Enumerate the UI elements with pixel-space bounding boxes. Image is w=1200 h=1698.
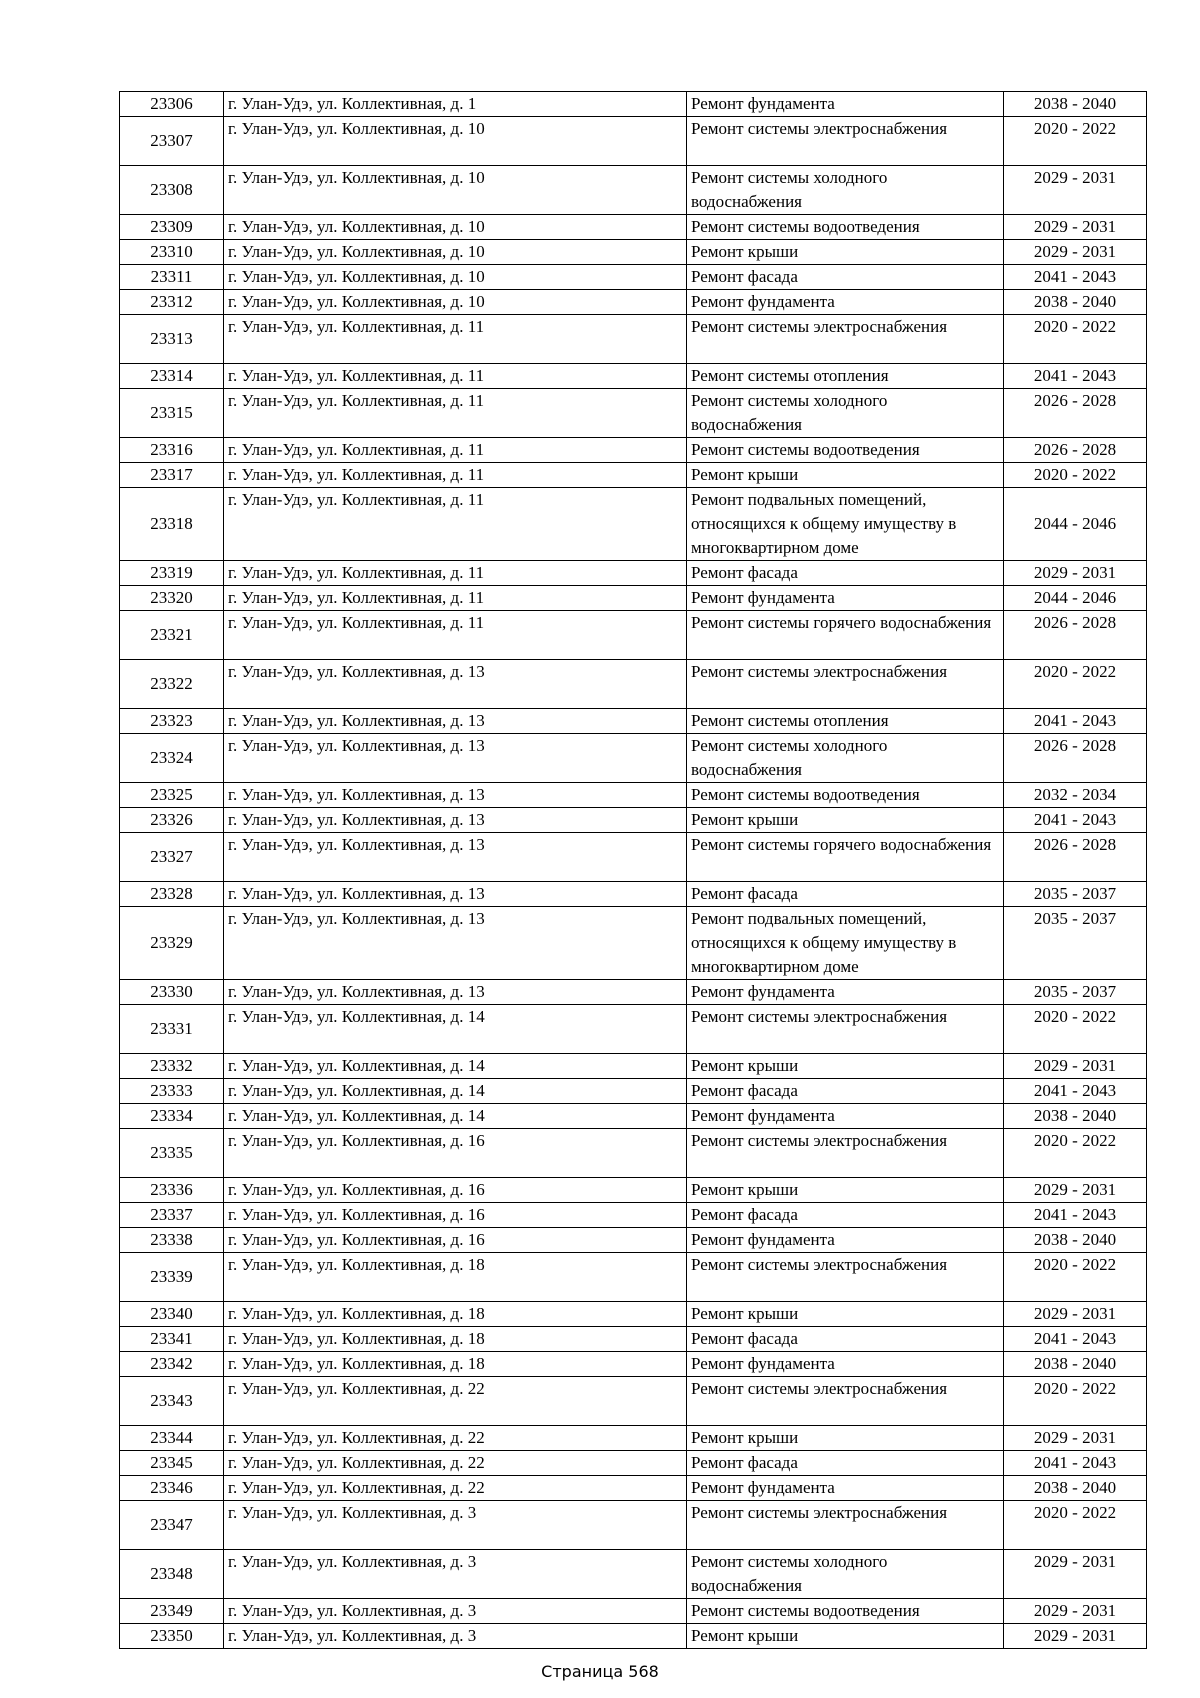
row-number: 23327: [120, 833, 224, 882]
row-number: 23339: [120, 1253, 224, 1302]
row-period: 2035 - 2037: [1004, 907, 1147, 980]
row-address: г. Улан-Удэ, ул. Коллективная, д. 13: [224, 907, 687, 980]
row-work-type: Ремонт системы отопления: [687, 709, 1004, 734]
row-work-type: Ремонт фасада: [687, 561, 1004, 586]
row-address: г. Улан-Удэ, ул. Коллективная, д. 11: [224, 389, 687, 438]
table-row: [120, 1079, 1147, 1104]
table-row: [120, 92, 1147, 117]
row-address: г. Улан-Удэ, ул. Коллективная, д. 11: [224, 586, 687, 611]
row-period: 2041 - 2043: [1004, 1327, 1147, 1352]
table-row: [120, 611, 1147, 660]
row-work-type: Ремонт фасада: [687, 265, 1004, 290]
row-address: г. Улан-Удэ, ул. Коллективная, д. 3: [224, 1550, 687, 1599]
table-body: [120, 92, 1147, 1649]
row-address: г. Улан-Удэ, ул. Коллективная, д. 13: [224, 882, 687, 907]
table-row: [120, 660, 1147, 709]
row-period: 2038 - 2040: [1004, 1352, 1147, 1377]
row-address: г. Улан-Удэ, ул. Коллективная, д. 22: [224, 1426, 687, 1451]
row-period: 2029 - 2031: [1004, 1178, 1147, 1203]
row-address: г. Улан-Удэ, ул. Коллективная, д. 13: [224, 833, 687, 882]
row-work-type: Ремонт фундамента: [687, 290, 1004, 315]
row-number: 23307: [120, 117, 224, 166]
row-period: 2026 - 2028: [1004, 611, 1147, 660]
row-address: г. Улан-Удэ, ул. Коллективная, д. 16: [224, 1228, 687, 1253]
row-work-type: Ремонт системы водоотведения: [687, 438, 1004, 463]
row-work-type: Ремонт системы водоотведения: [687, 215, 1004, 240]
row-address: г. Улан-Удэ, ул. Коллективная, д. 1: [224, 92, 687, 117]
row-number: 23342: [120, 1352, 224, 1377]
row-work-type: Ремонт фундамента: [687, 1228, 1004, 1253]
table-row: [120, 1302, 1147, 1327]
row-period: 2026 - 2028: [1004, 389, 1147, 438]
row-number: 23330: [120, 980, 224, 1005]
table-row: [120, 117, 1147, 166]
row-address: г. Улан-Удэ, ул. Коллективная, д. 22: [224, 1377, 687, 1426]
row-period: 2029 - 2031: [1004, 240, 1147, 265]
row-work-type: Ремонт системы горячего водоснабжения: [687, 833, 1004, 882]
row-period: 2029 - 2031: [1004, 1426, 1147, 1451]
table-row: [120, 315, 1147, 364]
row-number: 23312: [120, 290, 224, 315]
table-row: [120, 783, 1147, 808]
table-row: [120, 586, 1147, 611]
row-work-type: Ремонт фасада: [687, 882, 1004, 907]
table-row: [120, 290, 1147, 315]
table-row: [120, 1104, 1147, 1129]
row-address: г. Улан-Удэ, ул. Коллективная, д. 3: [224, 1501, 687, 1550]
row-work-type: Ремонт фасада: [687, 1327, 1004, 1352]
row-work-type: Ремонт фундамента: [687, 1104, 1004, 1129]
row-number: 23317: [120, 463, 224, 488]
row-work-type: Ремонт крыши: [687, 1624, 1004, 1649]
table-row: [120, 1352, 1147, 1377]
row-address: г. Улан-Удэ, ул. Коллективная, д. 10: [224, 215, 687, 240]
row-address: г. Улан-Удэ, ул. Коллективная, д. 18: [224, 1302, 687, 1327]
row-period: 2041 - 2043: [1004, 265, 1147, 290]
row-period: 2029 - 2031: [1004, 561, 1147, 586]
row-number: 23323: [120, 709, 224, 734]
row-address: г. Улан-Удэ, ул. Коллективная, д. 18: [224, 1327, 687, 1352]
row-work-type: Ремонт фундамента: [687, 586, 1004, 611]
row-number: 23337: [120, 1203, 224, 1228]
row-address: г. Улан-Удэ, ул. Коллективная, д. 16: [224, 1203, 687, 1228]
row-address: г. Улан-Удэ, ул. Коллективная, д. 3: [224, 1599, 687, 1624]
table-row: [120, 709, 1147, 734]
row-period: 2035 - 2037: [1004, 882, 1147, 907]
row-work-type: Ремонт системы электроснабжения: [687, 1501, 1004, 1550]
row-number: 23310: [120, 240, 224, 265]
row-period: 2020 - 2022: [1004, 1501, 1147, 1550]
row-number: 23350: [120, 1624, 224, 1649]
row-number: 23320: [120, 586, 224, 611]
row-number: 23341: [120, 1327, 224, 1352]
row-address: г. Улан-Удэ, ул. Коллективная, д. 16: [224, 1129, 687, 1178]
table-row: [120, 166, 1147, 215]
row-number: 23322: [120, 660, 224, 709]
row-period: 2038 - 2040: [1004, 1228, 1147, 1253]
row-period: 2029 - 2031: [1004, 1599, 1147, 1624]
row-period: 2041 - 2043: [1004, 1079, 1147, 1104]
row-address: г. Улан-Удэ, ул. Коллективная, д. 14: [224, 1104, 687, 1129]
row-work-type: Ремонт системы водоотведения: [687, 783, 1004, 808]
row-address: г. Улан-Удэ, ул. Коллективная, д. 11: [224, 561, 687, 586]
row-period: 2020 - 2022: [1004, 1005, 1147, 1054]
row-address: г. Улан-Удэ, ул. Коллективная, д. 11: [224, 438, 687, 463]
row-period: 2041 - 2043: [1004, 808, 1147, 833]
row-work-type: Ремонт крыши: [687, 463, 1004, 488]
row-number: 23346: [120, 1476, 224, 1501]
row-period: 2041 - 2043: [1004, 364, 1147, 389]
row-period: 2020 - 2022: [1004, 1129, 1147, 1178]
row-work-type: Ремонт системы горячего водоснабжения: [687, 611, 1004, 660]
row-address: г. Улан-Удэ, ул. Коллективная, д. 14: [224, 1005, 687, 1054]
row-number: 23343: [120, 1377, 224, 1426]
table-row: [120, 1599, 1147, 1624]
row-period: 2020 - 2022: [1004, 1377, 1147, 1426]
row-address: г. Улан-Удэ, ул. Коллективная, д. 11: [224, 611, 687, 660]
row-address: г. Улан-Удэ, ул. Коллективная, д. 11: [224, 315, 687, 364]
row-period: 2041 - 2043: [1004, 709, 1147, 734]
table-row: [120, 1054, 1147, 1079]
row-number: 23316: [120, 438, 224, 463]
row-period: 2041 - 2043: [1004, 1203, 1147, 1228]
row-number: 23311: [120, 265, 224, 290]
table-row: [120, 1550, 1147, 1599]
row-work-type: Ремонт крыши: [687, 1178, 1004, 1203]
row-period: 2020 - 2022: [1004, 1253, 1147, 1302]
row-number: 23333: [120, 1079, 224, 1104]
table-row: [120, 364, 1147, 389]
row-work-type: Ремонт системы холодного водоснабжения: [687, 734, 1004, 783]
table-row: [120, 265, 1147, 290]
row-period: 2038 - 2040: [1004, 1104, 1147, 1129]
row-number: 23319: [120, 561, 224, 586]
row-number: 23315: [120, 389, 224, 438]
table-row: [120, 1476, 1147, 1501]
table-row: [120, 1253, 1147, 1302]
row-work-type: Ремонт системы электроснабжения: [687, 1129, 1004, 1178]
repair-schedule-table: [119, 91, 1147, 1649]
row-period: 2026 - 2028: [1004, 734, 1147, 783]
row-address: г. Улан-Удэ, ул. Коллективная, д. 11: [224, 364, 687, 389]
row-number: 23332: [120, 1054, 224, 1079]
row-work-type: Ремонт системы электроснабжения: [687, 1253, 1004, 1302]
row-number: 23335: [120, 1129, 224, 1178]
table-row: [120, 1426, 1147, 1451]
table-row: [120, 1178, 1147, 1203]
row-period: 2020 - 2022: [1004, 463, 1147, 488]
row-number: 23334: [120, 1104, 224, 1129]
row-address: г. Улан-Удэ, ул. Коллективная, д. 18: [224, 1253, 687, 1302]
row-period: 2026 - 2028: [1004, 438, 1147, 463]
row-work-type: Ремонт крыши: [687, 1054, 1004, 1079]
row-work-type: Ремонт фундамента: [687, 1476, 1004, 1501]
table-row: [120, 734, 1147, 783]
row-work-type: Ремонт фасада: [687, 1451, 1004, 1476]
row-work-type: Ремонт фасада: [687, 1203, 1004, 1228]
row-work-type: Ремонт крыши: [687, 1426, 1004, 1451]
table-row: [120, 215, 1147, 240]
row-period: 2038 - 2040: [1004, 1476, 1147, 1501]
row-address: г. Улан-Удэ, ул. Коллективная, д. 11: [224, 463, 687, 488]
table-row: [120, 980, 1147, 1005]
table-row: [120, 1005, 1147, 1054]
row-address: г. Улан-Удэ, ул. Коллективная, д. 10: [224, 240, 687, 265]
row-work-type: Ремонт системы водоотведения: [687, 1599, 1004, 1624]
row-period: 2020 - 2022: [1004, 315, 1147, 364]
row-period: 2041 - 2043: [1004, 1451, 1147, 1476]
row-period: 2044 - 2046: [1004, 586, 1147, 611]
row-number: 23318: [120, 488, 224, 561]
row-number: 23325: [120, 783, 224, 808]
row-work-type: Ремонт фасада: [687, 1079, 1004, 1104]
row-period: 2038 - 2040: [1004, 92, 1147, 117]
row-work-type: Ремонт системы холодного водоснабжения: [687, 389, 1004, 438]
row-address: г. Улан-Удэ, ул. Коллективная, д. 22: [224, 1451, 687, 1476]
row-work-type: Ремонт крыши: [687, 240, 1004, 265]
table-row: [120, 1327, 1147, 1352]
table-row: [120, 240, 1147, 265]
row-work-type: Ремонт системы холодного водоснабжения: [687, 1550, 1004, 1599]
row-period: 2029 - 2031: [1004, 1054, 1147, 1079]
row-period: 2029 - 2031: [1004, 1302, 1147, 1327]
row-address: г. Улан-Удэ, ул. Коллективная, д. 13: [224, 808, 687, 833]
row-address: г. Улан-Удэ, ул. Коллективная, д. 22: [224, 1476, 687, 1501]
row-work-type: Ремонт крыши: [687, 1302, 1004, 1327]
row-address: г. Улан-Удэ, ул. Коллективная, д. 14: [224, 1079, 687, 1104]
row-number: 23329: [120, 907, 224, 980]
row-period: 2035 - 2037: [1004, 980, 1147, 1005]
row-period: 2020 - 2022: [1004, 660, 1147, 709]
table-row: [120, 1228, 1147, 1253]
row-number: 23321: [120, 611, 224, 660]
row-address: г. Улан-Удэ, ул. Коллективная, д. 13: [224, 660, 687, 709]
row-number: 23338: [120, 1228, 224, 1253]
row-address: г. Улан-Удэ, ул. Коллективная, д. 11: [224, 488, 687, 561]
row-number: 23324: [120, 734, 224, 783]
row-number: 23349: [120, 1599, 224, 1624]
table-row: [120, 561, 1147, 586]
row-number: 23331: [120, 1005, 224, 1054]
row-work-type: Ремонт фундамента: [687, 980, 1004, 1005]
row-number: 23314: [120, 364, 224, 389]
table-row: [120, 389, 1147, 438]
row-period: 2029 - 2031: [1004, 1550, 1147, 1599]
row-number: 23306: [120, 92, 224, 117]
row-period: 2044 - 2046: [1004, 488, 1147, 561]
row-address: г. Улан-Удэ, ул. Коллективная, д. 14: [224, 1054, 687, 1079]
table-row: [120, 882, 1147, 907]
row-address: г. Улан-Удэ, ул. Коллективная, д. 10: [224, 117, 687, 166]
row-address: г. Улан-Удэ, ул. Коллективная, д. 10: [224, 290, 687, 315]
row-work-type: Ремонт системы электроснабжения: [687, 1005, 1004, 1054]
table-row: [120, 438, 1147, 463]
table-row: [120, 1624, 1147, 1649]
table-row: [120, 1129, 1147, 1178]
table-row: [120, 1203, 1147, 1228]
row-number: 23347: [120, 1501, 224, 1550]
page-footer: [0, 1662, 1200, 1681]
row-period: 2029 - 2031: [1004, 166, 1147, 215]
row-address: г. Улан-Удэ, ул. Коллективная, д. 18: [224, 1352, 687, 1377]
row-address: г. Улан-Удэ, ул. Коллективная, д. 13: [224, 783, 687, 808]
table-row: [120, 907, 1147, 980]
table-row: [120, 833, 1147, 882]
row-work-type: Ремонт системы электроснабжения: [687, 1377, 1004, 1426]
row-work-type: Ремонт системы электроснабжения: [687, 660, 1004, 709]
row-number: 23326: [120, 808, 224, 833]
row-work-type: Ремонт крыши: [687, 808, 1004, 833]
row-number: 23348: [120, 1550, 224, 1599]
table-row: [120, 463, 1147, 488]
row-address: г. Улан-Удэ, ул. Коллективная, д. 16: [224, 1178, 687, 1203]
row-number: 23309: [120, 215, 224, 240]
table-row: [120, 488, 1147, 561]
row-period: 2029 - 2031: [1004, 215, 1147, 240]
row-number: 23328: [120, 882, 224, 907]
row-work-type: Ремонт подвальных помещений, относящихся к общему имуществу в многоквартирном доме: [687, 488, 1004, 561]
table-row: [120, 1377, 1147, 1426]
table-row: [120, 808, 1147, 833]
page-number: Страница 568: [541, 1662, 659, 1681]
table-row: [120, 1451, 1147, 1476]
row-number: 23336: [120, 1178, 224, 1203]
row-address: г. Улан-Удэ, ул. Коллективная, д. 10: [224, 166, 687, 215]
row-number: 23344: [120, 1426, 224, 1451]
row-address: г. Улан-Удэ, ул. Коллективная, д. 13: [224, 709, 687, 734]
row-period: 2038 - 2040: [1004, 290, 1147, 315]
row-work-type: Ремонт системы холодного водоснабжения: [687, 166, 1004, 215]
row-period: 2020 - 2022: [1004, 117, 1147, 166]
row-work-type: Ремонт фундамента: [687, 1352, 1004, 1377]
row-address: г. Улан-Удэ, ул. Коллективная, д. 13: [224, 980, 687, 1005]
row-address: г. Улан-Удэ, ул. Коллективная, д. 13: [224, 734, 687, 783]
row-address: г. Улан-Удэ, ул. Коллективная, д. 10: [224, 265, 687, 290]
row-work-type: Ремонт системы электроснабжения: [687, 117, 1004, 166]
row-address: г. Улан-Удэ, ул. Коллективная, д. 3: [224, 1624, 687, 1649]
row-work-type: Ремонт системы электроснабжения: [687, 315, 1004, 364]
row-period: 2032 - 2034: [1004, 783, 1147, 808]
row-work-type: Ремонт системы отопления: [687, 364, 1004, 389]
row-period: 2026 - 2028: [1004, 833, 1147, 882]
row-number: 23340: [120, 1302, 224, 1327]
table-row: [120, 1501, 1147, 1550]
row-number: 23313: [120, 315, 224, 364]
row-work-type: Ремонт фундамента: [687, 92, 1004, 117]
row-work-type: Ремонт подвальных помещений, относящихся к общему имуществу в многоквартирном доме: [687, 907, 1004, 980]
row-period: 2029 - 2031: [1004, 1624, 1147, 1649]
row-number: 23308: [120, 166, 224, 215]
row-number: 23345: [120, 1451, 224, 1476]
